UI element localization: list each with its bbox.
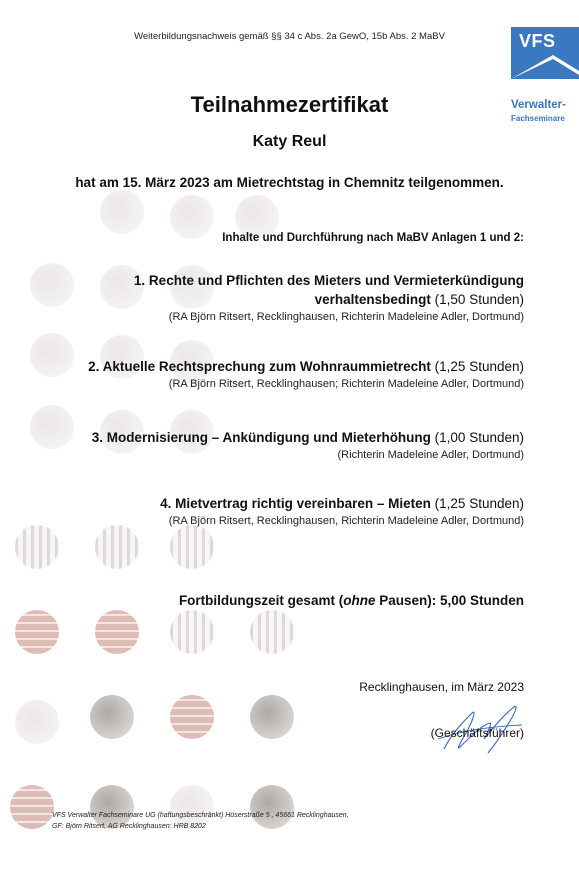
logo-mark-text: VFS [519,31,556,51]
module-speakers: (RA Björn Ritsert, Recklinghausen; Richterin Madeleine Adler, Dortmund) [168,378,524,390]
module-hours: (1,50 Stunden) [430,292,524,307]
module-1 [134,271,524,326]
participant-name: Katy Reul [252,133,327,150]
module-3 [92,428,524,464]
module-title-cont: verhaltensbedingt [314,292,431,307]
total-prefix: Fortbildungszeit gesamt ( [178,593,344,608]
module-4 [160,494,524,530]
footer-line: VFS Verwalter Fachseminare UG (haftungsbeschränkt) Hüserstraße 5 , 45661 Recklinghausen, [52,812,349,819]
signatory-role: (Geschäftsführer) [430,726,524,740]
total-emph: ohne [343,593,376,608]
module-title: 4. Mietvertrag richtig vereinbaren – Mieten [160,496,431,511]
module-title: 1. Rechte und Pflichten des Mieters und Vermieterkündigung [133,273,524,288]
module-speakers: (Richterin Madeleine Adler, Dortmund) [337,449,524,461]
module-2 [88,357,524,393]
contents-heading: Inhalte und Durchführung nach MaBV Anlagen 1 und 2: [222,232,524,244]
module-hours: (1,25 Stunden) [430,496,524,511]
module-speakers: (RA Björn Ritsert, Recklinghausen, Richterin Madeleine Adler, Dortmund) [168,515,524,527]
total-hours [179,593,524,608]
module-hours: (1,25 Stunden) [430,359,524,374]
footer-imprint [52,810,349,832]
place-date: Recklinghausen, im März 2023 [359,680,524,694]
footer-line: GF: Björn Ritsert, AG Recklinghausen: HRB 8202 [52,823,206,830]
roof-icon [511,49,579,79]
module-title: 3. Modernisierung – Ankündigung und Mieterhöhung [91,430,431,445]
module-speakers: (RA Björn Ritsert, Recklinghausen, Richterin Madeleine Adler, Dortmund) [168,311,524,323]
module-hours: (1,00 Stunden) [430,430,524,445]
logo-line1: Verwalter- [511,99,566,111]
certificate-title: Teilnahmezertifikat [190,92,389,117]
module-title: 2. Aktuelle Rechtsprechung zum Wohnraummietrecht [88,359,431,374]
attendance-statement: hat am 15. März 2023 am Mietrechtstag in Chemnitz teilgenommen. [75,175,504,190]
logo-line2: Fachseminare [511,114,565,123]
total-suffix: Pausen): 5,00 Stunden [375,593,524,608]
logo-mark [511,27,579,79]
legal-basis-note: Weiterbildungsnachweis gemäß §§ 34 c Abs. 2a GewO, 15b Abs. 2 MaBV [134,31,445,42]
